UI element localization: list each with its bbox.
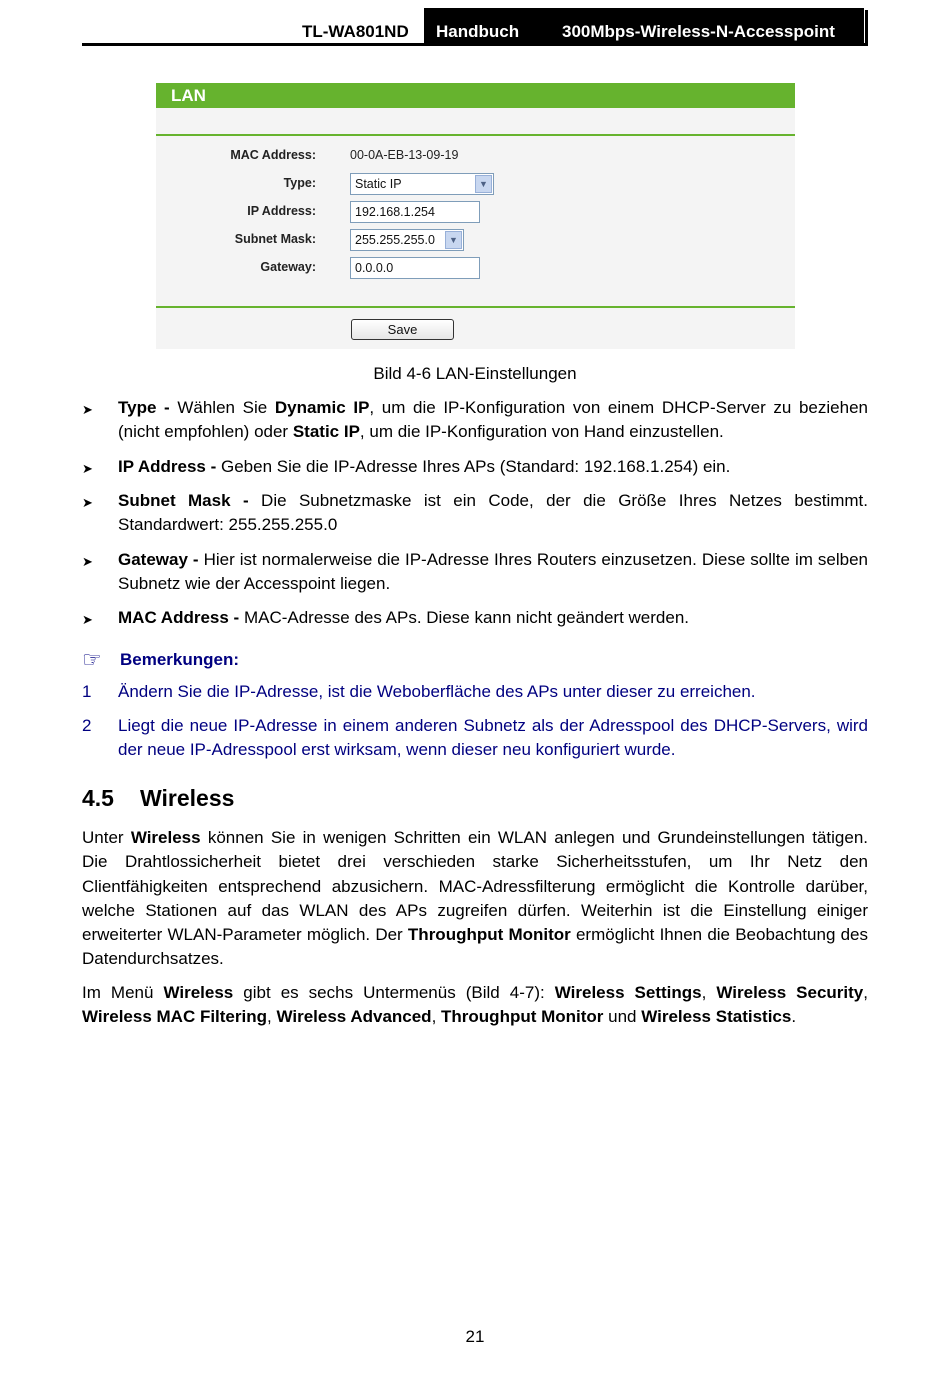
bullet-text: MAC-Adresse des APs. Diese kann nicht geändert werden. (239, 608, 690, 627)
bullet-arrow-icon: ➤ (82, 402, 93, 417)
bullet-text: Geben Sie die IP-Adresse Ihres APs (Standard: 192.168.1.254) ein. (216, 457, 731, 476)
para-text: können Sie in wenigen Schritten ein WLAN anlegen und Grundeinstellungen tätigen. Die Drahtlossicherheit bietet drei verschieden starke Sicherheitsstufen, um Ihr Netz den Clientfähigkeiten entsprechend abzusichern. MAC-Adressfilterung ermöglicht die Kontrolle darüber, welche Stationen auf das WLAN des APs zugreifen dürfen. Weiterhin ist die Einstellung einiger erweiterter WLAN-Parameter möglich. Der (82, 828, 868, 945)
subnet-mask-row (156, 229, 795, 251)
header-rule (82, 43, 868, 46)
para-text: , (701, 983, 717, 1002)
para-text: Unter (82, 828, 131, 847)
bullet-mac-address (118, 606, 868, 630)
mac-address-row (156, 145, 795, 167)
para-text: ermöglicht Ihnen die Beobachtung des Datendurchsatzes. (82, 925, 869, 969)
bullet-arrow-icon: ➤ (82, 554, 93, 569)
bullet-bold: Dynamic IP (274, 398, 370, 417)
para-text: , (863, 983, 868, 1002)
chevron-down-icon[interactable]: ▼ (445, 231, 462, 249)
header-edge (865, 10, 868, 44)
subnet-mask-value: 255.255.255.0 (355, 233, 435, 247)
note-heading (82, 647, 239, 673)
panel-divider-bottom (156, 306, 795, 308)
pointing-hand-icon: ☞ (82, 647, 102, 672)
header-black-box (424, 8, 864, 45)
section-title: Wireless (140, 785, 235, 811)
para-bold: Wireless (163, 983, 234, 1002)
para-bold: Throughput Monitor (441, 1007, 604, 1027)
type-select-value: Static IP (355, 177, 402, 191)
mac-address-label: MAC Address: (230, 148, 316, 162)
bullet-type (118, 396, 868, 445)
bullet-text: , um die IP-Konfiguration von einem DHCP-Server zu beziehen (nicht empfohlen) oder (118, 398, 868, 442)
para-text: Im Menü (82, 983, 164, 1002)
header-subtitle: 300Mbps-Wireless-N-Accesspoint (562, 22, 835, 41)
page-header (82, 8, 868, 46)
bullet-term: Subnet Mask - (118, 491, 249, 510)
para-bold: Wireless Security (716, 983, 864, 1002)
ip-address-label: IP Address: (247, 204, 316, 218)
panel-divider-top (156, 134, 795, 136)
type-row (156, 173, 795, 195)
note-number: 1 (82, 682, 92, 701)
header-product: TL-WA801ND (302, 22, 409, 41)
note-title: Bemerkungen: (120, 650, 240, 669)
gateway-label: Gateway: (260, 260, 316, 274)
note-item-2: Liegt die neue IP-Adresse in einem anderen Subnetz als der Adresspool des DHCP-Servers, wird der neue IP-Adresspool erst wirksam, wenn dieser neu konfiguriert wurde. (118, 716, 868, 760)
para-bold: Wireless Statistics (641, 1007, 792, 1027)
para-text: , (431, 1007, 442, 1027)
bullet-term: IP Address - (118, 457, 217, 476)
bullet-ip-address (118, 455, 868, 479)
para-text: gibt es sechs Untermenüs (Bild 4-7): (233, 983, 555, 1002)
bullet-term: Gateway - (118, 550, 199, 569)
section-heading (82, 785, 234, 812)
para-text: . (791, 1007, 797, 1027)
para-bold: Wireless Advanced (276, 1007, 432, 1027)
ip-address-row (156, 201, 795, 223)
note-number: 2 (82, 716, 92, 735)
para-text: und (603, 1007, 642, 1027)
bullet-text: , um die IP-Konfiguration von Hand einzustellen. (359, 422, 724, 442)
section-paragraph-1 (82, 826, 868, 972)
bullet-text: Die Subnetzmaske ist ein Code, der die Größe Ihres Netzes bestimmt. Standardwert: 255.255.255.0 (118, 491, 868, 535)
subnet-mask-select[interactable] (350, 229, 464, 251)
gateway-row (156, 257, 795, 279)
bullet-bold: Static IP (292, 422, 360, 442)
gateway-input[interactable]: 0.0.0.0 (350, 257, 480, 279)
bullet-term: Type - (118, 398, 170, 417)
para-bold: Throughput Monitor (407, 925, 571, 945)
note-item-1: Ändern Sie die IP-Adresse, ist die Weboberfläche des APs unter dieser zu erreichen. (118, 682, 756, 701)
para-bold: Wireless (130, 828, 201, 847)
chevron-down-icon[interactable]: ▼ (475, 175, 492, 193)
type-label: Type: (283, 176, 316, 190)
subnet-mask-label: Subnet Mask: (234, 232, 316, 246)
bullet-arrow-icon: ➤ (82, 461, 93, 476)
para-bold: Wireless MAC Filtering (82, 1007, 267, 1027)
lan-settings-panel (156, 83, 795, 349)
figure-caption: Bild 4-6 LAN-Einstellungen (373, 364, 577, 383)
type-select[interactable] (350, 173, 494, 195)
bullet-gateway (118, 548, 868, 597)
para-text: , (267, 1007, 277, 1027)
bullet-arrow-icon: ➤ (82, 495, 93, 510)
bullet-arrow-icon: ➤ (82, 612, 93, 627)
panel-title: LAN (156, 83, 795, 108)
section-number: 4.5 (82, 785, 114, 811)
section-paragraph-2 (82, 981, 868, 1030)
ip-address-input[interactable]: 192.168.1.254 (350, 201, 480, 223)
para-bold: Wireless Settings (554, 983, 702, 1002)
bullet-subnet-mask (118, 489, 868, 538)
save-button[interactable]: Save (351, 319, 454, 340)
page-number: 21 (465, 1327, 485, 1346)
bullet-term: MAC Address - (118, 608, 240, 627)
mac-address-value: 00-0A-EB-13-09-19 (350, 148, 459, 162)
header-section: Handbuch (436, 22, 520, 41)
bullet-text: Hier ist normalerweise die IP-Adresse Ihres Routers einzusetzen. Diese sollte im selben Subnetz wie der Accesspoint liegen. (118, 550, 868, 594)
bullet-text: Wählen Sie (169, 398, 275, 417)
